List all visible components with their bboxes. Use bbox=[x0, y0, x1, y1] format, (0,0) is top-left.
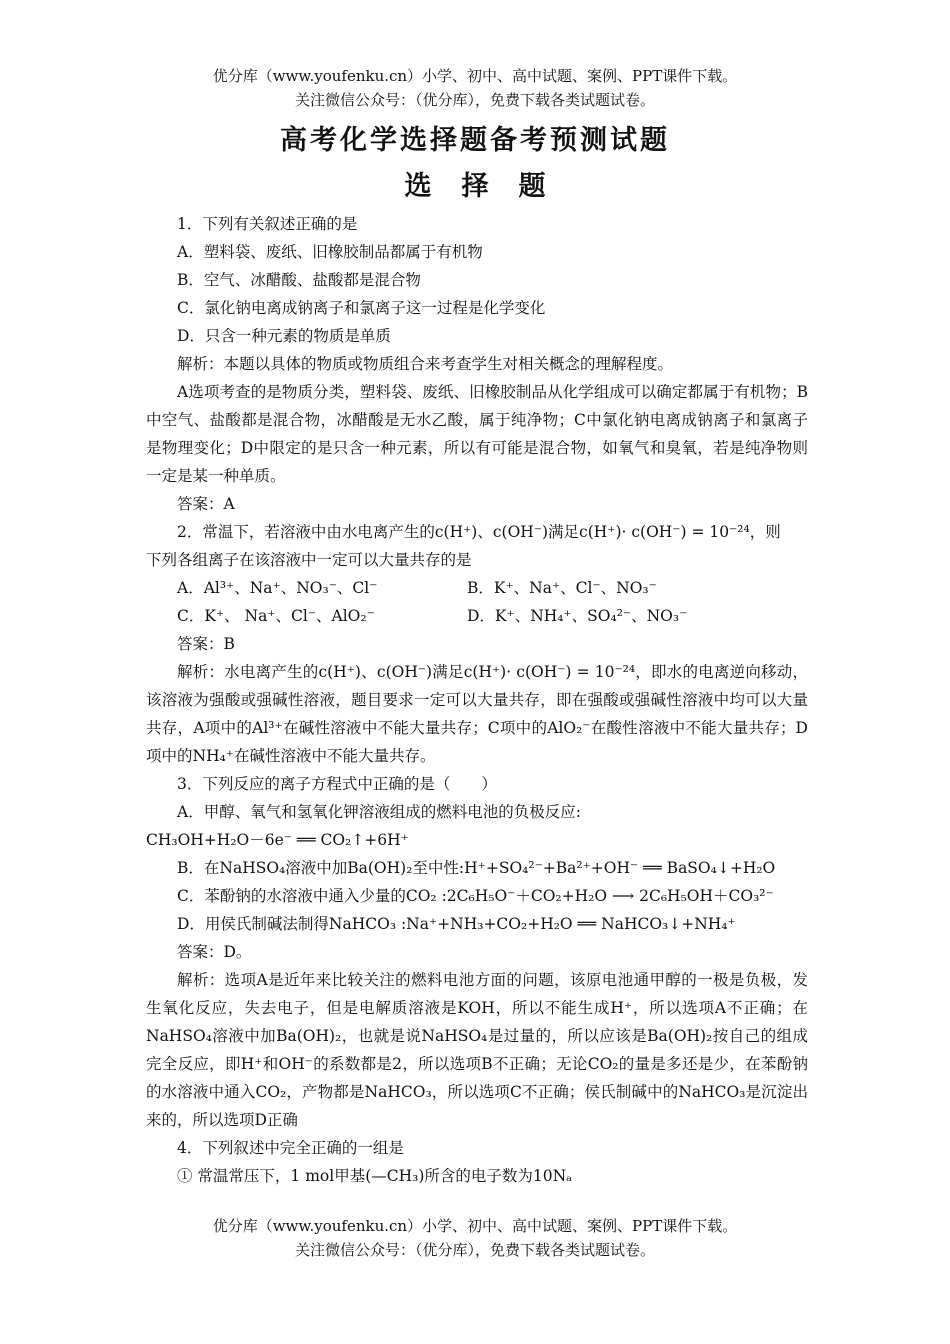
q1-analysis-body: A选项考查的是物质分类，塑料袋、废纸、旧橡胶制品从化学组成可以确定都属于有机物；B中空气、盐酸都是混合物，冰醋酸是无水乙酸，属于纯净物；C中氯化钠电离成钠离子和氯离子是物理变化；D中限定的是只含一种元素，所以有可能是混合物，如氧气和臭氧，若是纯净物则一定是某一种单质。 bbox=[146, 383, 808, 485]
q3-answer: 答案：D。 bbox=[177, 943, 252, 961]
q2-option-a: A．Al³⁺、Na⁺、NO₃⁻、Cl⁻ bbox=[177, 579, 378, 597]
q1-option-d: D．只含一种元素的物质是单质 bbox=[177, 327, 391, 345]
q2-answer: 答案：B bbox=[177, 635, 235, 653]
footer-line-2: 关注微信公众号：（优分库），免费下载各类试题试卷。 bbox=[294, 1241, 655, 1259]
header-line-1: 优分库（www.youfenku.cn）小学、初中、高中试题、案例、PPT课件下载。 bbox=[212, 67, 738, 85]
q2-stem-line-2: 下列各组离子在该溶液中一定可以大量共存的是 bbox=[146, 551, 472, 569]
q2-options-row-1 bbox=[146, 574, 808, 602]
q3-option-c: C．苯酚钠的水溶液中通入少量的CO₂ :2C₆H₅O⁻＋CO₂+H₂O ⟶ 2C₆H₅OH＋CO₃²⁻ bbox=[177, 887, 774, 905]
q1-analysis-head: 解析：本题以具体的物质或物质组合来考查学生对相关概念的理解程度。 bbox=[177, 355, 674, 373]
q3-option-a: A．甲醇、氧气和氢氧化钾溶液组成的燃料电池的负极反应: bbox=[177, 803, 581, 821]
q1-option-c: C．氯化钠电离成钠离子和氯离子这一过程是化学变化 bbox=[177, 299, 546, 317]
q2-option-b: B．K⁺、Na⁺、Cl⁻、NO₃⁻ bbox=[467, 579, 657, 597]
q3-option-d: D．用侯氏制碱法制得NaHCO₃ :Na⁺+NH₃+CO₂+H₂O ══ NaHCO₃↓+NH₄⁺ bbox=[177, 915, 736, 933]
q2-stem-line-1: 2．常温下，若溶液中由水电离产生的c(H⁺)、c(OH⁻)满足c(H⁺)· c(OH⁻) = 10⁻²⁴，则 bbox=[177, 523, 781, 541]
q3-stem: 3．下列反应的离子方程式中正确的是（ ） bbox=[177, 775, 497, 793]
q1-option-a: A．塑料袋、废纸、旧橡胶制品都属于有机物 bbox=[177, 243, 483, 261]
q3-option-b: B．在NaHSO₄溶液中加Ba(OH)₂至中性:H⁺+SO₄²⁻+Ba²⁺+OH⁻ ══ BaSO₄↓+H₂O bbox=[177, 859, 776, 877]
q3-analysis: 解析：选项A是近年来比较关注的燃料电池方面的问题，该原电池通甲醇的一极是负极，发生氧化反应，失去电子，但是电解质溶液是KOH，所以不能生成H⁺，所以选项A不正确；在NaHSO₄溶液中加Ba(OH)₂，也就是说NaHSO₄是过量的，所以应该是Ba(OH)₂按自己的组成完全反应，即H⁺和OH⁻的系数都是2，所以选项B不正确；无论CO₂的量是多还是少，在苯酚钠的水溶液中通入CO₂，产物都是NaHCO₃，所以选项C不正确；侯氏制碱中的NaHCO₃是沉淀出来的，所以选项D正确 bbox=[146, 971, 808, 1129]
q2-option-c: C．K⁺、 Na⁺、Cl⁻、AlO₂⁻ bbox=[177, 607, 375, 625]
q1-stem: 1．下列有关叙述正确的是 bbox=[177, 215, 358, 233]
q1-option-b: B．空气、冰醋酸、盐酸都是混合物 bbox=[177, 271, 421, 289]
q2-option-d: D．K⁺、NH₄⁺、SO₄²⁻、NO₃⁻ bbox=[467, 607, 688, 625]
q2-analysis: 解析：水电离产生的c(H⁺)、c(OH⁻)满足c(H⁺)· c(OH⁻) = 10⁻²⁴，即水的电离逆向移动，该溶液为强酸或强碱性溶液，题目要求一定可以大量共存，即在强酸或强碱性溶液中均可以大量共存，A项中的Al³⁺在碱性溶液中不能大量共存；C项中的AlO₂⁻在酸性溶液中不能大量共存；D项中的NH₄⁺在碱性溶液中不能大量共存。 bbox=[146, 663, 808, 765]
q3-option-a-equation: CH₃OH+H₂O－6e⁻ ══ CO₂↑+6H⁺ bbox=[146, 831, 409, 849]
q1-answer: 答案：A bbox=[177, 495, 235, 513]
document-body bbox=[146, 210, 808, 1190]
q4-stem: 4．下列叙述中完全正确的一组是 bbox=[177, 1139, 404, 1157]
header-line-2: 关注微信公众号：（优分库），免费下载各类试题试卷。 bbox=[294, 91, 655, 109]
footer-line-1: 优分库（www.youfenku.cn）小学、初中、高中试题、案例、PPT课件下载。 bbox=[212, 1217, 738, 1235]
page-header bbox=[0, 64, 950, 112]
q4-item-1: ① 常温常压下，1 mol甲基(—CH₃)所含的电子数为10Nₐ bbox=[177, 1167, 573, 1185]
q2-options-row-2 bbox=[146, 602, 808, 630]
section-title: 选择题 bbox=[404, 171, 576, 202]
document-title: 高考化学选择题备考预测试题 bbox=[280, 125, 670, 156]
page-footer bbox=[0, 1214, 950, 1262]
